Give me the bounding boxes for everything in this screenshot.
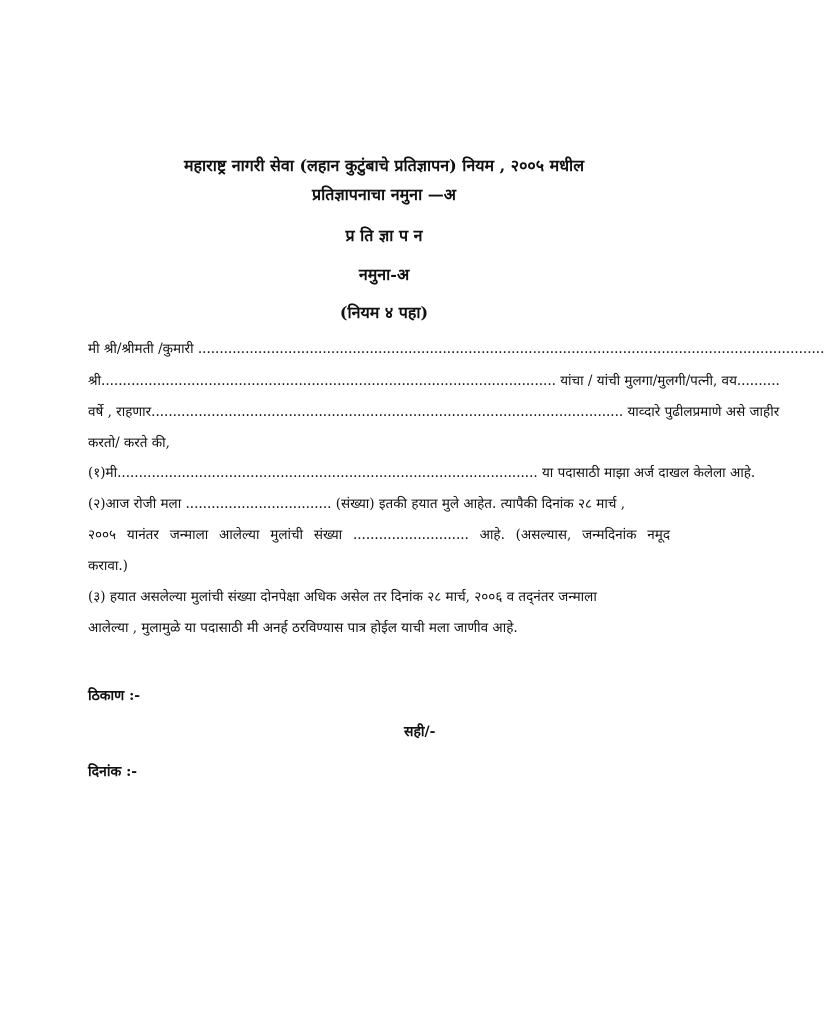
clause-1-post: (१)मी.................................................................................................. या पदासाठी माझा अर्ज दाखल केलेला आहे.: [88, 465, 756, 481]
clause-3-line-2: आलेल्या , मुलामुळे या पदासाठी मी अनर्ह ठरविण्यास पात्र होईल याची मला जाणीव आहे.: [88, 620, 518, 636]
heading-line-2: प्रतिज्ञापनाचा नमुना —अ: [311, 185, 457, 204]
heading-line-1: महाराष्ट्र नागरी सेवा (लहान कुटुंबाचे प्रतिज्ञापन) नियम , २००५ मधील: [183, 156, 585, 175]
date-label: दिनांक :-: [88, 764, 138, 780]
declaration-intro: करतो/ करते की,: [88, 435, 170, 451]
clause-2-line-2: २००५ यानंतर जन्माला आलेल्या मुलांची संख्या ........................... आहे. (असल्यास, जन्मदिनांक नमूद: [88, 527, 670, 543]
rule-reference: (नियम ४ पहा): [339, 303, 429, 322]
affidavit-title: प्र ति ज्ञा प न: [345, 226, 423, 245]
place-label: ठिकाण :-: [88, 688, 141, 704]
residence-line: वर्षे , राहणार.............................................................................................................. याव्दारे पुढीलप्रमाणे असे जाहीर: [88, 404, 780, 420]
clause-3-line-1: (३) हयात असलेल्या मुलांची संख्या दोनपेक्षा अधिक असेल तर दिनांक २८ मार्च, २००६ व तद्नंतर जन्माला: [88, 589, 597, 605]
clause-2-line-1: (२)आज रोजी मला .................................. (संख्या) इतकी हयात मुले आहेत. त्यापैकी दिनांक २८ मार्च ,: [88, 496, 626, 512]
form-name: नमुना-अ: [358, 265, 410, 284]
signature-label: सही/-: [404, 724, 436, 740]
relation-age-line: श्री.......................................................................................................... यांचा / यांची मुलगा/मुलगी/पत्नी, वय..........: [88, 373, 780, 389]
declarant-name-line: मी श्री/श्रीमती /कुमारी ..................................................................................................................................................: [88, 341, 824, 357]
clause-2-line-3: करावा.): [88, 558, 128, 574]
